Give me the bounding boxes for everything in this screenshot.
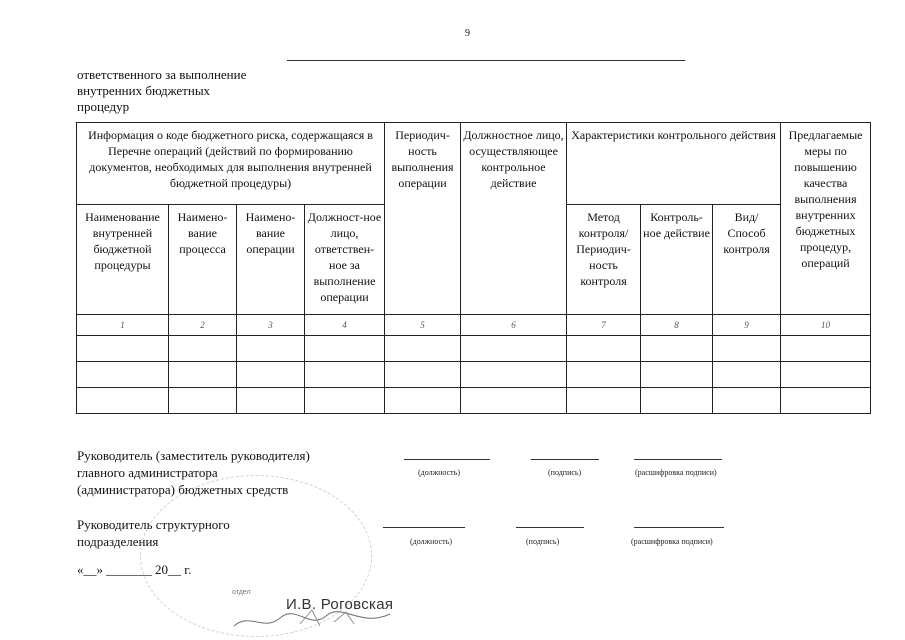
column-number: 4 — [305, 315, 385, 336]
signature-line — [531, 459, 599, 460]
header-control-action: Контроль-ное действие — [641, 205, 713, 315]
top-rule — [287, 60, 685, 61]
header-control-method: Метод контроля/ Периодич-ность контроля — [567, 205, 641, 315]
table-cell — [713, 362, 781, 388]
document-heading: ответственного за выполнение внутренних бюджетных процедур — [77, 67, 247, 114]
table-cell — [237, 362, 305, 388]
column-number: 3 — [237, 315, 305, 336]
table-cell — [461, 388, 567, 414]
header-process-name: Наимено-вание процесса — [169, 205, 237, 315]
table-cell — [77, 336, 169, 362]
header-periodicity: Периодич-ность выполнения операции — [385, 123, 461, 315]
column-number: 8 — [641, 315, 713, 336]
table-cell — [385, 388, 461, 414]
table-cell — [461, 362, 567, 388]
table-cell — [77, 362, 169, 388]
header-responsible-official: Должност-ное лицо, ответствен-ное за выполнение операции — [305, 205, 385, 315]
table-cell — [461, 336, 567, 362]
table-cell — [641, 362, 713, 388]
date-line: «__» _______ 20__ г. — [77, 562, 192, 577]
table-cell — [169, 336, 237, 362]
table-cell — [641, 336, 713, 362]
handwritten-signature — [230, 604, 400, 634]
column-number: 5 — [385, 315, 461, 336]
table-row — [77, 362, 871, 388]
header-operation-name: Наимено-вание операции — [237, 205, 305, 315]
table-cell — [169, 362, 237, 388]
column-number: 2 — [169, 315, 237, 336]
table-cell — [567, 336, 641, 362]
signature-line — [516, 527, 584, 528]
header-control-official: Должностное лицо, осуществляющее контрольное действие — [461, 123, 567, 315]
column-number: 10 — [781, 315, 871, 336]
position-caption: (должность) — [418, 468, 460, 477]
table-cell — [385, 362, 461, 388]
table-cell — [781, 336, 871, 362]
unit-signatory-label: Руководитель структурного подразделения — [77, 517, 230, 549]
table-row — [77, 336, 871, 362]
table-cell — [169, 388, 237, 414]
head-signatory-label: Руководитель (заместитель руководителя) главного администратора (администратора) бюджетных средств — [77, 448, 310, 497]
decode-line — [634, 459, 722, 460]
decode-caption: (расшифровка подписи) — [631, 537, 713, 546]
signature-caption: (подпись) — [548, 468, 582, 477]
control-table — [76, 122, 871, 414]
position-line — [383, 527, 465, 528]
position-line — [404, 459, 490, 460]
stamp-text: отдел — [232, 589, 251, 596]
table-cell — [305, 362, 385, 388]
table-cell — [781, 362, 871, 388]
page-number: 9 — [465, 28, 470, 39]
header-control-type: Вид/ Способ контроля — [713, 205, 781, 315]
header-procedure-name: Наименование внутренней бюджетной процедуры — [77, 205, 169, 315]
table-cell — [713, 336, 781, 362]
position-caption: (должность) — [410, 537, 452, 546]
signer-name: И.В. Роговская — [286, 596, 394, 613]
table-row — [77, 388, 871, 414]
table-cell — [77, 388, 169, 414]
table-cell — [567, 362, 641, 388]
decode-line — [634, 527, 724, 528]
table-cell — [567, 388, 641, 414]
table-cell — [305, 388, 385, 414]
table-cell — [641, 388, 713, 414]
header-risk-info: Информация о коде бюджетного риска, содержащаяся в Перечне операций (действий по формированию документов, необходимых для выполнения внутренней бюджетной процедуры) — [77, 123, 385, 205]
table-cell — [781, 388, 871, 414]
column-number: 7 — [567, 315, 641, 336]
header-proposed-measures: Предлагаемые меры по повышению качества выполнения внутренних бюджетных процедур, операций — [781, 123, 871, 315]
decode-caption: (расшифровка подписи) — [635, 468, 717, 477]
table-cell — [305, 336, 385, 362]
header-control-characteristics: Характеристики контрольного действия — [567, 123, 781, 205]
table-cell — [385, 336, 461, 362]
column-number: 9 — [713, 315, 781, 336]
signature-caption: (подпись) — [526, 537, 560, 546]
table-cell — [237, 388, 305, 414]
column-number-row — [77, 315, 871, 336]
table-cell — [713, 388, 781, 414]
column-number: 6 — [461, 315, 567, 336]
table-cell — [237, 336, 305, 362]
column-number: 1 — [77, 315, 169, 336]
